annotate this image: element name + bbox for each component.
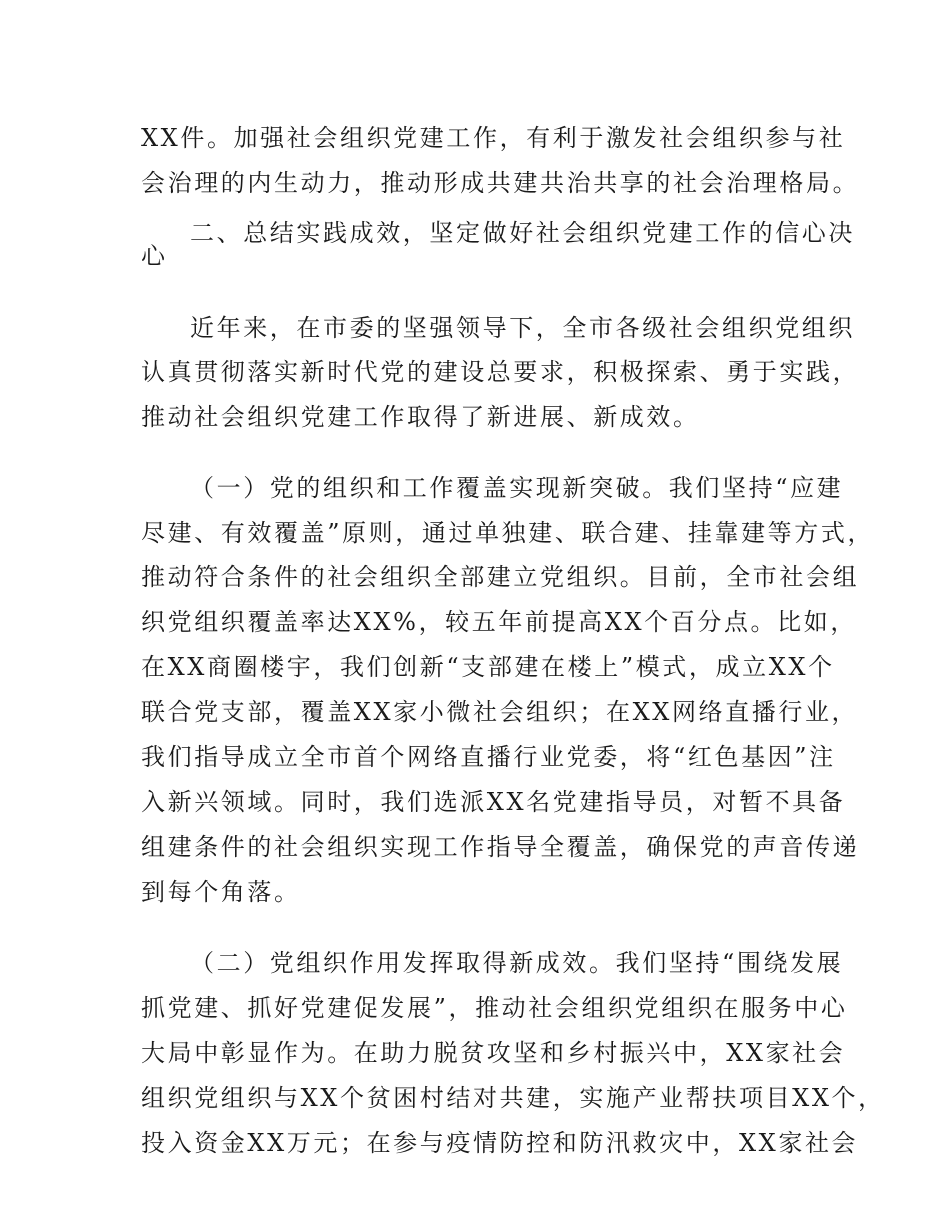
text-line: 投入资金XX万元；在参与疫情防控和防汛救灾中，XX家社会 <box>141 1129 859 1157</box>
text-line: 尽建、有效覆盖”原则，通过单独建、联合建、挂靠建等方式， <box>141 519 875 547</box>
text-line: 推动社会组织党建工作取得了新进展、新成效。 <box>141 403 700 431</box>
text-line: XX件。加强社会组织党建工作，有利于激发社会组织参与社 <box>141 124 846 152</box>
text-line: 组建条件的社会组织实现工作指导全覆盖，确保党的声音传递 <box>141 833 860 861</box>
text-line: 推动符合条件的社会组织全部建立党组织。目前，全市社会组 <box>141 563 860 591</box>
text-line: 在XX商圈楼宇，我们创新“支部建在楼上”模式，成立XX个 <box>141 653 835 681</box>
text-line: 我们指导成立全市首个网络直播行业党委，将“红色基因”注 <box>141 743 836 771</box>
text-line: 联合党支部，覆盖XX家小微社会组织；在XX网络直播行业， <box>141 698 859 726</box>
text-line: 抓党建、抓好党建促发展”，推动社会组织党组织在服务中心 <box>141 994 848 1022</box>
text-line: （二）党组织作用发挥取得新成效。我们坚持“围绕发展 <box>190 949 844 977</box>
text-line: 入新兴领域。同时，我们选派XX名党建指导员，对暂不具备 <box>141 788 846 816</box>
text-line: 组织党组织与XX个贫困村结对共建，实施产业帮扶项目XX个， <box>141 1084 885 1112</box>
text-line: （一）党的组织和工作覆盖实现新突破。我们坚持“应建 <box>190 474 844 502</box>
text-line: 到每个角落。 <box>141 878 301 906</box>
text-line: 认真贯彻落实新时代党的建设总要求，积极探索、勇于实践， <box>141 358 860 386</box>
text-line: 大局中彰显作为。在助力脱贫攻坚和乡村振兴中，XX家社会 <box>141 1039 846 1067</box>
section-heading: 二、总结实践成效，坚定做好社会组织党建工作的信心决 <box>190 219 855 247</box>
text-line: 织党组织覆盖率达XX%，较五年前提高XX个百分点。比如， <box>141 608 857 636</box>
section-heading-continued: 心 <box>141 242 168 270</box>
text-line: 近年来，在市委的坚强领导下，全市各级社会组织党组织 <box>190 314 855 342</box>
text-line: 会治理的内生动力，推动形成共建共治共享的社会治理格局。 <box>141 169 860 197</box>
